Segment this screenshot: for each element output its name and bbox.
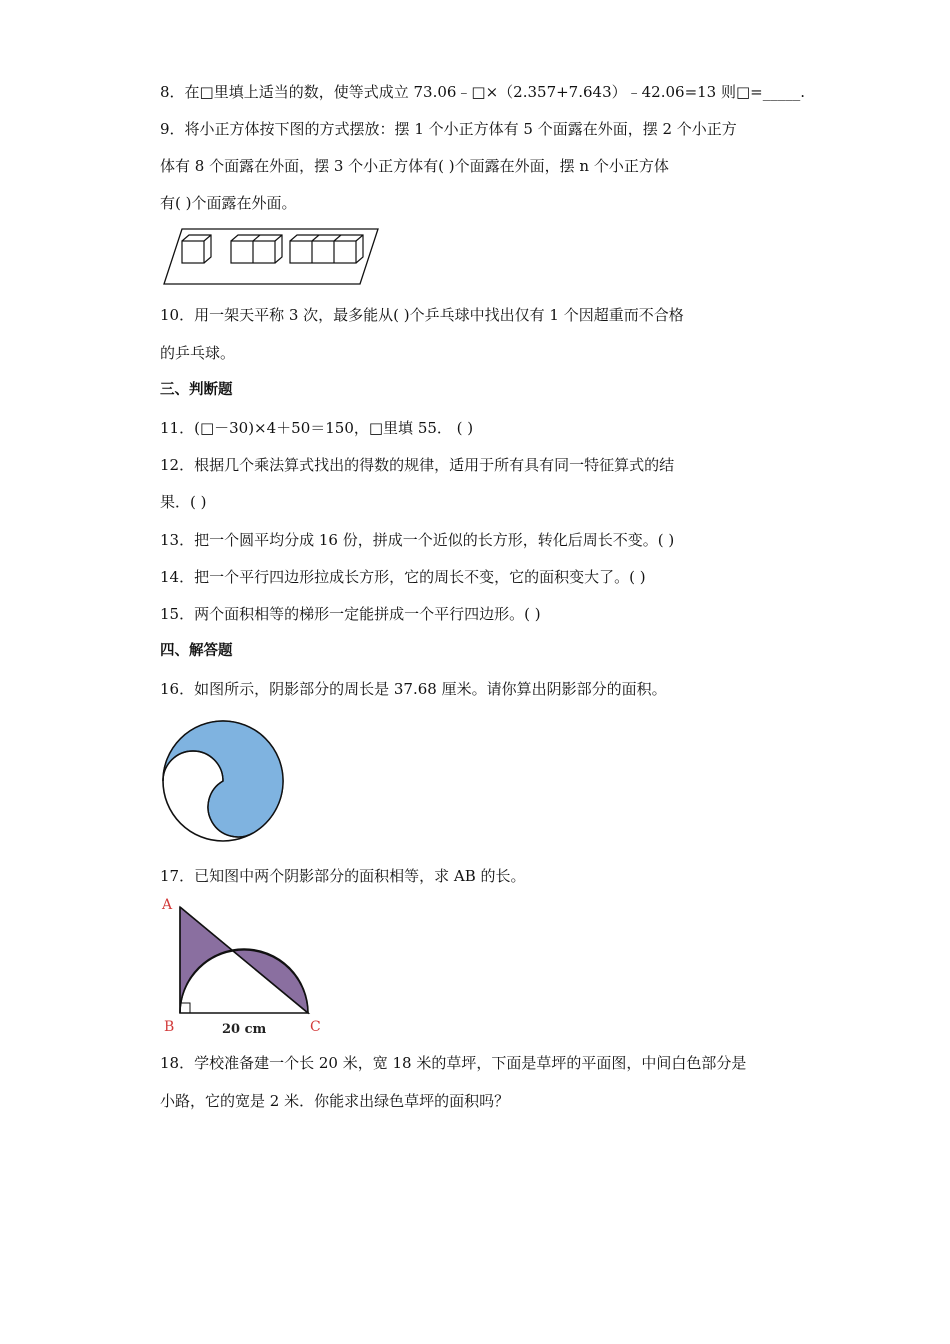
cube-group-3	[290, 235, 363, 263]
section-heading-solutions: 四、解答题	[160, 643, 233, 659]
base-length-label: 20 cm	[222, 1022, 267, 1037]
circle-shaded-figure	[160, 717, 288, 845]
question-11: 11．(□－30)×4＋50＝150，□里填 55． ( )	[160, 419, 474, 437]
question-12-line-1: 12．根据几个乘法算式找出的得数的规律，适用于所有具有同一特征算式的结	[160, 456, 675, 474]
label-a: A	[162, 897, 173, 913]
section-heading-judgement: 三、判断题	[160, 382, 233, 398]
question-17: 17．已知图中两个阴影部分的面积相等，求 AB 的长。	[160, 867, 526, 885]
question-14: 14．把一个平行四边形拉成长方形，它的周长不变，它的面积变大了。( )	[160, 568, 646, 586]
question-9-line-3: 有( )个面露在外面。	[160, 194, 297, 212]
label-c: C	[310, 1019, 321, 1035]
question-13: 13．把一个圆平均分成 16 份，拼成一个近似的长方形，转化后周长不变。( )	[160, 531, 675, 549]
label-b: B	[164, 1019, 175, 1035]
cube-group-2	[231, 235, 282, 263]
question-10-line-1: 10．用一架天平称 3 次，最多能从( )个乒乓球中找出仅有 1 个因超重而不合格	[160, 306, 684, 324]
triangle-semicircle-figure	[160, 895, 330, 1040]
question-10-line-2: 的乒乓球。	[160, 344, 236, 362]
question-18-line-2: 小路，它的宽是 2 米．你能求出绿色草坪的面积吗？	[160, 1092, 510, 1110]
question-12-line-2: 果．( )	[160, 493, 207, 511]
shaded-region-left	[180, 907, 233, 1013]
question-15: 15．两个面积相等的梯形一定能拼成一个平行四边形。( )	[160, 605, 541, 623]
question-9-line-2: 体有 8 个面露在外面，摆 3 个小正方体有( )个面露在外面，摆 n 个小正方体	[160, 157, 669, 175]
question-16: 16．如图所示，阴影部分的周长是 37.68 厘米。请你算出阴影部分的面积。	[160, 680, 667, 698]
question-18-line-1: 18．学校准备建一个长 20 米，宽 18 米的草坪，下面是草坪的平面图，中间白色部分是	[160, 1054, 747, 1072]
cube-group-1	[182, 235, 211, 263]
question-8: 8．在□里填上适当的数，使等式成立 73.06﹣□×（2.357+7.643）﹣42.06=13 则□=_____.	[160, 83, 805, 101]
question-9-line-1: 9．将小正方体按下图的方式摆放：摆 1 个小正方体有 5 个面露在外面，摆 2 个小正方	[160, 120, 737, 138]
cubes-figure	[160, 226, 385, 288]
